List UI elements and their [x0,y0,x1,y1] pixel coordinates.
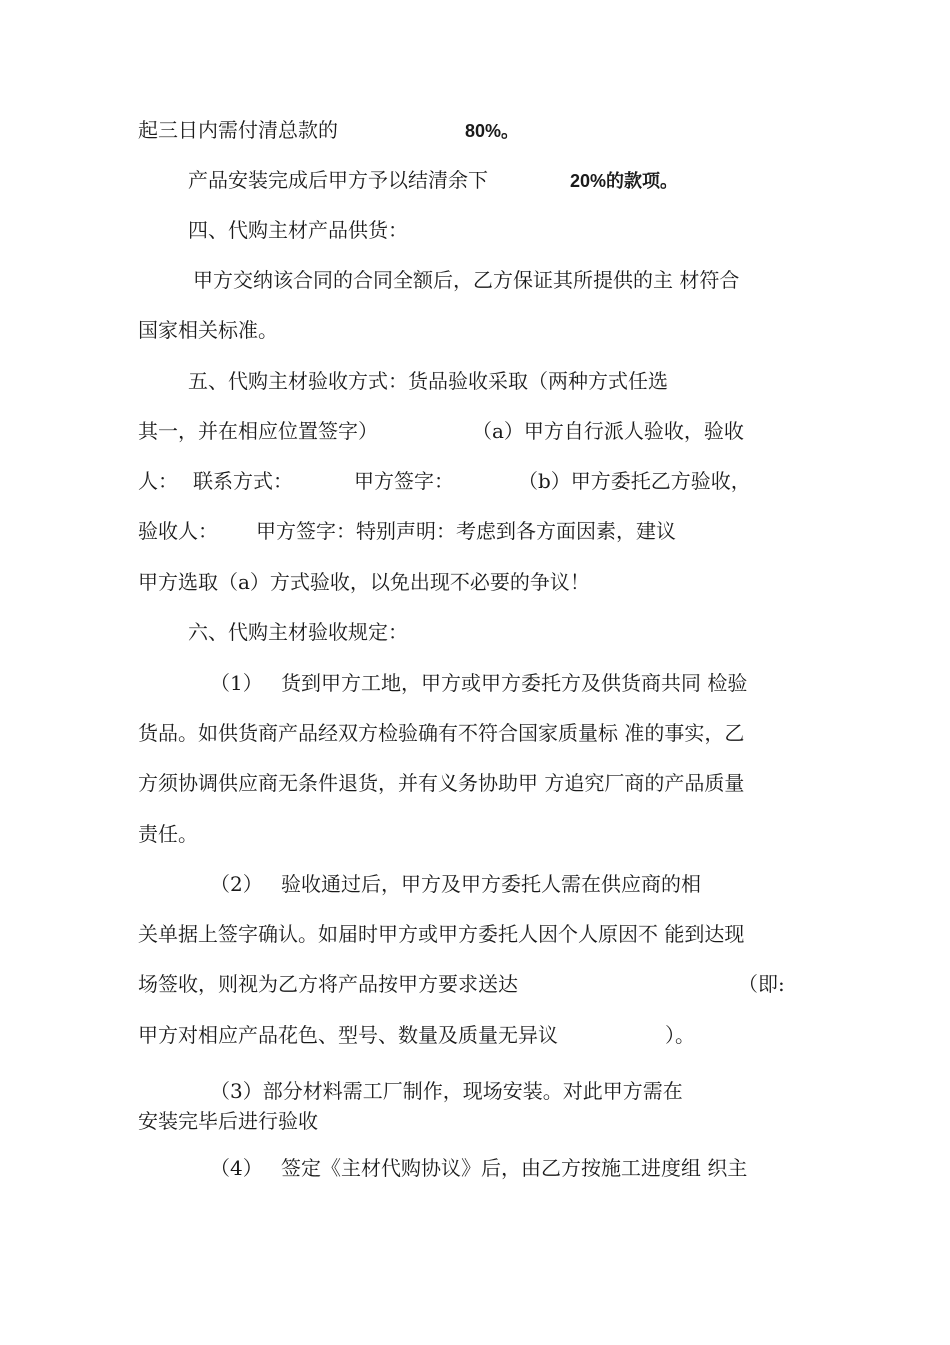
text-line: 货品。如供货商产品经双方检验确有不符合国家质量标 准的事实，乙 [138,721,745,745]
text-line: 国家相关标准。 [138,318,278,342]
text-line: 安装完毕后进行验收 [138,1109,318,1133]
text-line: 人： [138,469,178,493]
text-line: 甲方签字： [354,469,454,493]
text-line: 场签收，则视为乙方将产品按甲方要求送达 [138,972,518,996]
section-heading: 五、代购主材验收方式：货品验收采取（两种方式任选 [188,369,668,393]
text-line: 关单据上签字确认。如届时甲方或甲方委托人因个人原因不 能到达现 [138,922,745,946]
text-line: 货到甲方工地，甲方或甲方委托方及供货商共同 检验 [281,671,748,695]
text-line: 验收人： [138,519,218,543]
text-line: 签定《主材代购协议》后，由乙方按施工进度组 织主 [281,1156,748,1180]
text-line: （3）部分材料需工厂制作，现场安装。对此甲方需在 [210,1079,683,1103]
section-heading: 六、代购主材验收规定： [188,620,408,644]
section-heading: 四、代购主材产品供货： [188,218,408,242]
text-line: 联系方式： [193,469,293,493]
text-line: （b）甲方委托乙方验收， [518,469,751,493]
item-number: （4） [210,1156,263,1180]
item-number: （2） [210,872,263,896]
text-line: 产品安装完成后甲方予以结清余下 [188,168,488,192]
text-line: 甲方签字：特别声明：考虑到各方面因素，建议 [256,519,676,543]
text-line: 验收通过后，甲方及甲方委托人需在供应商的相 [281,872,701,896]
text-line: 80%。 [465,121,520,141]
text-line: 甲方对相应产品花色、型号、数量及质量无异议 [138,1023,558,1047]
text-line: ）。 [665,1023,695,1047]
text-line: 20%的款项。 [570,171,679,191]
text-line: 方须协调供应商无条件退货，并有义务协助甲 方追究厂商的产品质量 [138,771,745,795]
text-line: 甲方交纳该合同的合同全额后，乙方保证其所提供的主 材符合 [193,268,740,292]
text-line: 其一，并在相应位置签字） [138,419,378,443]
text-line: （a）甲方自行派人验收，验收 [472,419,744,443]
text-line: 起三日内需付清总款的 [138,118,338,142]
text-line: 责任。 [138,822,198,846]
item-number: （1） [210,671,263,695]
text-line: 甲方选取（a）方式验收，以免出现不必要的争议！ [138,570,590,594]
text-line: （即: [738,972,785,996]
